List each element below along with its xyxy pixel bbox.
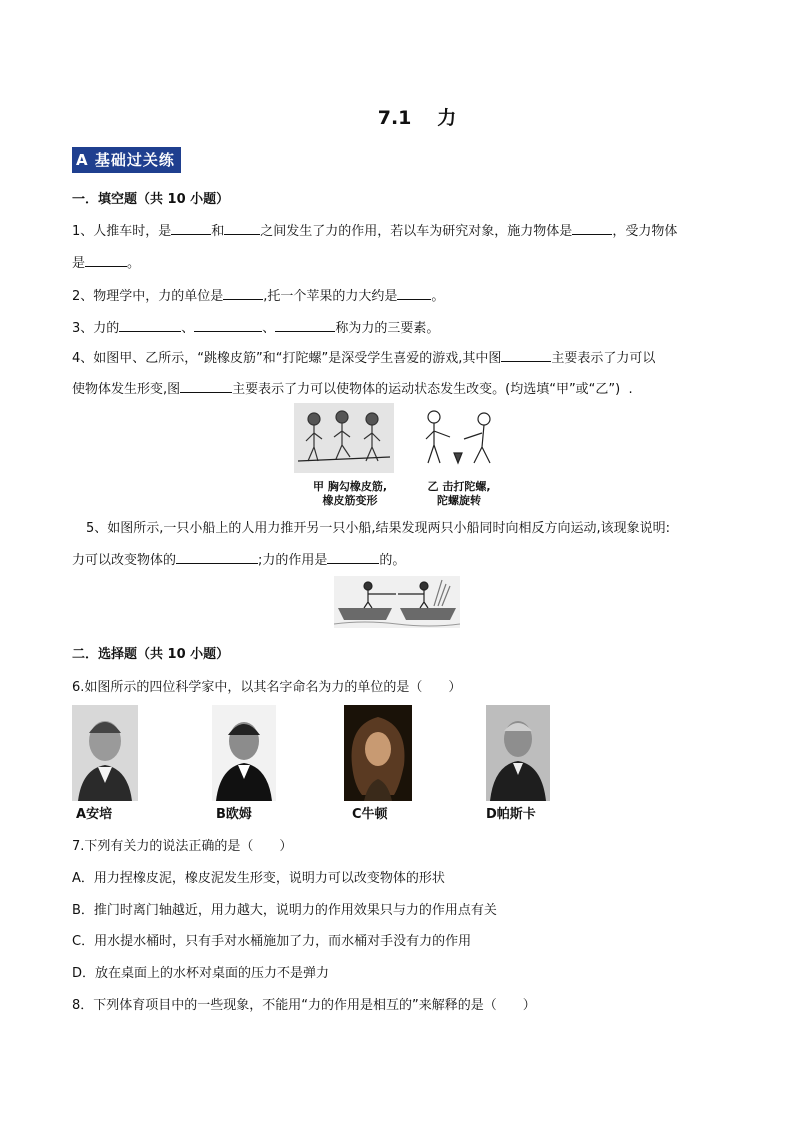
question-7-option-b: B．推门时离门轴越近，用力越大，说明力的作用效果只与力的作用点有关 xyxy=(72,903,497,918)
portrait-ampere xyxy=(72,705,138,801)
question-5-line-2: 力可以改变物体的 ;力的作用是 的。 xyxy=(72,553,406,568)
figure-yi-panel xyxy=(412,403,506,473)
question-1-line-1: 1、人推车时，是 和 之间发生了力的作用，若以车为研究对象，施力物体是 ，受力物体 xyxy=(72,224,678,239)
label-scientist-d: D帕斯卡 xyxy=(486,807,536,822)
page-title xyxy=(0,103,794,130)
question-4-line-2: 使物体发生形变,图 主要表示了力可以使物体的运动状态发生改变。(均选填“甲”或“乙”) . xyxy=(72,382,633,397)
caption-jia: 甲 胸勾橡皮筋, 橡皮筋变形 xyxy=(312,480,387,507)
question-2: 2、物理学中，力的单位是 ,托一个苹果的力大约是 。 xyxy=(72,289,445,304)
label-scientist-a: A安培 xyxy=(76,807,113,822)
title-name: 力 xyxy=(437,107,457,129)
boat-left-icon xyxy=(338,608,392,620)
question-7: 7.下列有关力的说法正确的是（ ） xyxy=(72,839,293,854)
boat-right-icon xyxy=(400,608,456,620)
portrait-ohm xyxy=(212,705,276,801)
question-7-option-a: A．用力捏橡皮泥，橡皮泥发生形变，说明力可以改变物体的形状 xyxy=(72,871,445,886)
question-5-line-1: 5、如图所示,一只小船上的人用力推开另一只小船,结果发现两只小船同时向相反方向运动,该现象说明: xyxy=(86,521,671,536)
title-number: 7.1 xyxy=(377,107,412,129)
question-6: 6.如图所示的四位科学家中，以其名字命名为力的单位的是（ ） xyxy=(72,680,462,695)
label-scientist-c: C牛顿 xyxy=(352,807,388,822)
section-heading-fill-blank: 一．填空题（共 10 小题） xyxy=(72,192,230,207)
question-7-option-d: D．放在桌面上的水杯对桌面的压力不是弹力 xyxy=(72,966,330,981)
figure-two-boats xyxy=(334,576,460,628)
question-4-line-1: 4、如图甲、乙所示，“跳橡皮筋”和“打陀螺”是深受学生喜爱的游戏,其中图 主要表示了力可以 xyxy=(72,351,656,366)
question-1-line-2: 是 。 xyxy=(72,256,141,271)
section-heading-multiple-choice: 二．选择题（共 10 小题） xyxy=(72,647,230,662)
label-scientist-b: B欧姆 xyxy=(216,807,252,822)
caption-yi: 乙 击打陀螺, 陀螺旋转 xyxy=(427,480,491,507)
section-banner: A 基础过关练 xyxy=(72,147,181,173)
question-7-option-c: C．用水提水桶时，只有手对水桶施加了力，而水桶对手没有力的作用 xyxy=(72,934,472,949)
question-8: 8．下列体育项目中的一些现象，不能用“力的作用是相互的”来解释的是（ ） xyxy=(72,998,536,1013)
figure-rubber-band-and-top xyxy=(294,403,506,477)
portrait-pascal xyxy=(486,705,550,801)
portrait-newton xyxy=(344,705,412,801)
question-3: 3、力的 、 、 称为力的三要素。 xyxy=(72,321,440,336)
